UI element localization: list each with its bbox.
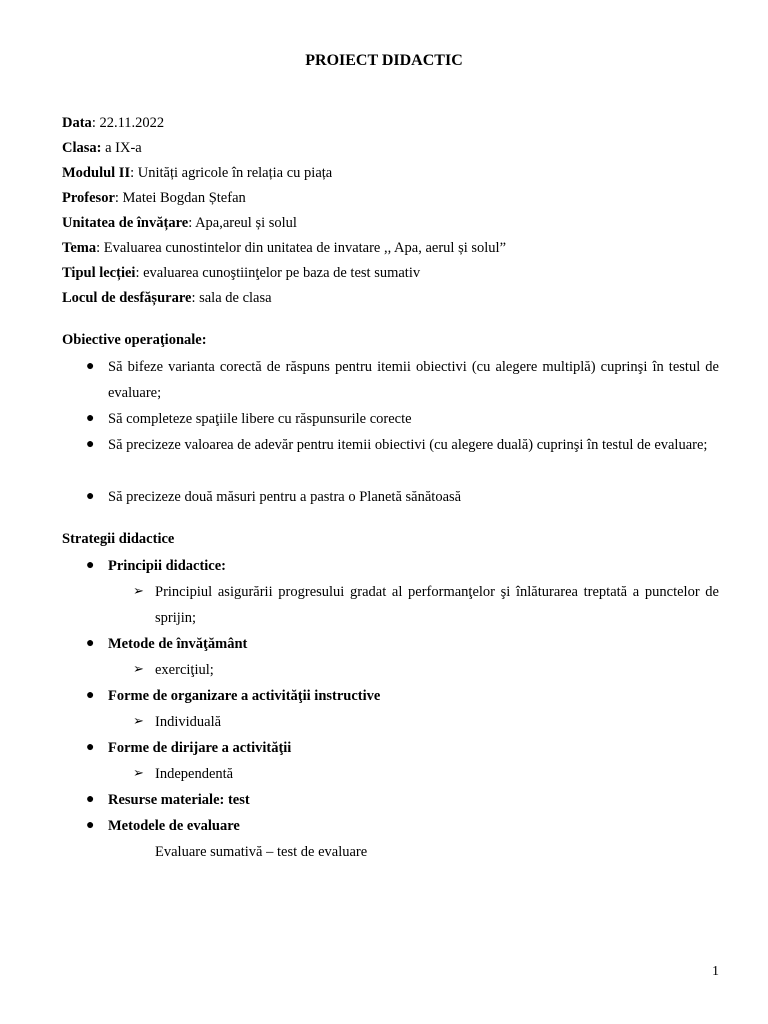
bullet-icon: ●	[86, 818, 95, 833]
arrow-bullet-icon: ➢	[133, 661, 144, 676]
meta-location: Locul de desfășurare: sala de clasa	[62, 290, 272, 306]
meta-date: Data: 22.11.2022	[62, 115, 165, 131]
evaluation-item: Evaluare sumativă – test de evaluare	[155, 844, 368, 860]
bullet-icon: ●	[86, 411, 95, 426]
objective-item: Să precizeze valoarea de adevăr pentru itemii obiectivi (cu alegere duală) cuprinşi în testul de evaluare;	[108, 437, 708, 453]
objective-item: Să precizeze două măsuri pentru a pastra o Planetă sănătoasă	[108, 489, 462, 505]
methods-item: exerciţiul;	[155, 662, 214, 678]
meta-learning-unit: Unitatea de învățare: Apa,areul și solul	[62, 215, 297, 231]
bullet-icon: ●	[86, 489, 95, 504]
arrow-bullet-icon: ➢	[133, 765, 144, 780]
bullet-icon: ●	[86, 636, 95, 651]
resources-title: Resurse materiale: test	[108, 792, 250, 808]
principles-title: Principii didactice:	[108, 558, 226, 574]
meta-theme: Tema: Evaluarea cunostintelor din unitatea de invatare ,, Apa, aerul și solul”	[62, 240, 506, 256]
forms-dir-title: Forme de dirijare a activităţii	[108, 740, 292, 756]
strategies-heading: Strategii didactice	[62, 531, 175, 547]
meta-teacher: Profesor: Matei Bogdan Ștefan	[62, 190, 246, 206]
meta-class: Clasa: a IX-a	[62, 140, 142, 156]
methods-title: Metode de învăţământ	[108, 636, 248, 652]
bullet-icon: ●	[86, 792, 95, 807]
forms-org-item: Individuală	[155, 714, 222, 730]
evaluation-title: Metodele de evaluare	[108, 818, 240, 834]
meta-module: Modulul II: Unități agricole în relația cu piața	[62, 165, 333, 181]
arrow-bullet-icon: ➢	[133, 713, 144, 728]
principles-item: Principiul asigurării progresului gradat al performanţelor şi înlăturarea treptată a punctelor de sprijin;	[155, 584, 719, 626]
forms-org-title: Forme de organizare a activităţii instructive	[108, 688, 381, 704]
objectives-heading: Obiective operaţionale:	[62, 332, 207, 348]
arrow-bullet-icon: ➢	[133, 583, 144, 598]
objective-item: Să completeze spaţiile libere cu răspunsurile corecte	[108, 411, 412, 427]
bullet-icon: ●	[86, 558, 95, 573]
document-title: PROIECT DIDACTIC	[305, 52, 463, 69]
bullet-icon: ●	[86, 359, 95, 374]
page-number: 1	[712, 964, 719, 979]
bullet-icon: ●	[86, 688, 95, 703]
bullet-icon: ●	[86, 437, 95, 452]
objective-item: Să bifeze varianta corectă de răspuns pentru itemii obiectivi (cu alegere multiplă) cuprinşi în testul de evaluare;	[108, 359, 719, 401]
meta-lesson-type: Tipul lecției: evaluarea cunoştiinţelor pe baza de test sumativ	[62, 265, 421, 281]
forms-dir-item: Independentă	[155, 766, 234, 782]
bullet-icon: ●	[86, 740, 95, 755]
